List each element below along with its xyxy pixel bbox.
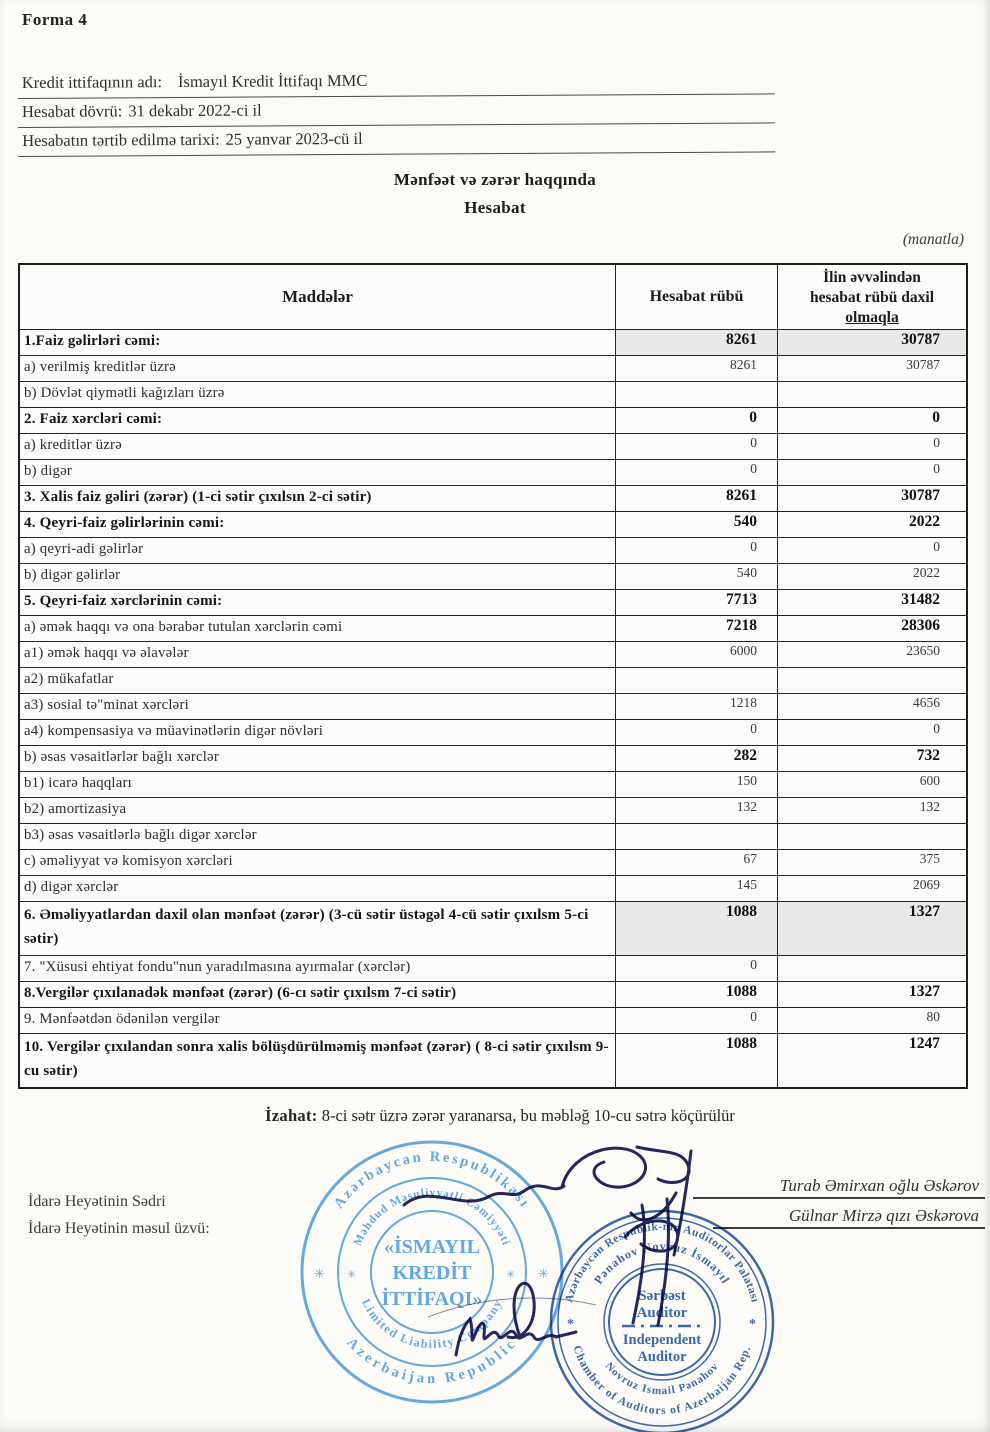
field-label: Hesabat dövrü: (21, 101, 123, 121)
row-label: a) verilmiş kreditlər üzrə (24, 359, 176, 376)
stamp-text-inner-top: Məhdud Məsuliyyətli Cəmiyyəti (351, 1186, 512, 1248)
footnote-label: İzahat: (265, 1106, 318, 1125)
signature-stroke (562, 1148, 646, 1187)
row-value-ytd (777, 382, 966, 407)
row-value-quarter: 0 (615, 434, 777, 459)
row-value-ytd: 732 (777, 746, 966, 771)
column-header-quarter: Hesabat rübü (615, 265, 777, 329)
row-value-quarter: 8261 (615, 330, 777, 355)
stamp-text-outer-top: Azərbaycan Respublikası (330, 1148, 534, 1212)
table-row (20, 981, 966, 1007)
row-value-ytd (777, 668, 966, 693)
row-label: b1) icarə haqqları (24, 775, 132, 792)
row-label: 7. "Xüsusi ehtiyat fondu"nun yaradılmasına ayırmalar (xərclər) (24, 959, 411, 976)
table-row (20, 563, 966, 589)
row-value-quarter: 0 (615, 720, 777, 745)
row-value-ytd: 1327 (777, 982, 966, 1007)
footnote-text: 8-ci sətr üzrə zərər yaranarsa, bu məbləğ 10-cu sətrə köçürülür (317, 1106, 735, 1125)
row-label: 3. Xalis faiz gəliri (zərər) (1-ci sətir çıxılsın 2-ci sətir) (24, 488, 372, 505)
table-row (20, 511, 966, 537)
row-label: a1) əmək haqqı və əlavələr (24, 645, 189, 662)
row-label: b) digər (24, 463, 73, 480)
row-label: b) Dövlət qiymətli kağızları üzrə (24, 385, 225, 402)
row-value-quarter: 8261 (615, 356, 777, 381)
row-value-quarter (615, 668, 777, 693)
table-row (20, 693, 966, 719)
signature-stroke (658, 1199, 669, 1325)
stamp-text-ring2-top: Pənahov Novruz İsmayıl (591, 1238, 734, 1287)
row-value-ytd: 2069 (777, 876, 966, 901)
row-value-ytd: 375 (777, 850, 966, 875)
profit-loss-table (18, 263, 968, 1089)
stamp-center-line3: İTTİFAQI» (381, 1288, 483, 1310)
table-row (20, 589, 966, 615)
row-label: b) əsas vəsaitlərlər bağlı xərclər (24, 749, 219, 766)
row-value-ytd: 28306 (777, 616, 966, 641)
row-value-quarter: 132 (615, 798, 777, 823)
stamp-center-line2: KREDİT (392, 1262, 472, 1284)
svg-text:Novruz Ismail Pənahov (603, 1360, 722, 1397)
handwritten-signatures (390, 1125, 730, 1365)
row-value-quarter: 7713 (615, 590, 777, 615)
stamp-text-outer-bottom: Azerbaijan Republic (343, 1334, 521, 1388)
row-label: 2. Faiz xərcləri cəmi: (24, 410, 163, 427)
row-value-quarter: 0 (615, 408, 777, 433)
row-value-quarter: 540 (615, 512, 777, 537)
stamp-center-line2: Auditor (636, 1305, 688, 1321)
stamp-asterisk-icon: * (749, 1317, 756, 1332)
stamp-text-outer-bottom: Chamber of Auditors of Azerbaijan Rep. (570, 1344, 754, 1418)
field-label: Hesabatın tərtib edilmə tarixi: (22, 129, 220, 150)
table-row (20, 641, 966, 667)
report-title-line2: Hesabat (464, 198, 526, 218)
column-header-ytd-line2: hesabat rübü daxil (809, 288, 935, 306)
row-label: a3) sosial tə"minat xərcləri (24, 697, 189, 714)
stamp-asterisk-icon: ✳ (347, 1269, 357, 1281)
stamp-center-line1: Sərbəst (638, 1288, 686, 1304)
table-row (20, 459, 966, 485)
row-value-ytd: 31482 (777, 590, 966, 615)
stamp-asterisk-icon: ✳ (506, 1269, 516, 1281)
stamp-center-line4: Auditor (637, 1349, 687, 1365)
column-header-ytd-line3: olmaqla (845, 309, 899, 327)
report-title-line1: Mənfəət və zərər haqqında (393, 170, 597, 189)
field-prepared-date (18, 123, 775, 157)
row-value-ytd: 1247 (777, 1034, 966, 1087)
row-label: b3) əsas vəsaitlərlə bağlı digər xərclər (24, 827, 257, 844)
table-row (20, 433, 966, 459)
field-value: 31 dekabr 2022-ci il (128, 100, 262, 121)
stamp-asterisk-icon: * (567, 1317, 574, 1332)
row-label: 5. Qeyri-faiz xərclərinin cəmi: (24, 592, 223, 609)
table-row (20, 615, 966, 641)
column-header-ytd (777, 265, 966, 329)
row-value-ytd: 132 (777, 798, 966, 823)
table-row (20, 797, 966, 823)
signature-titles (28, 1188, 210, 1242)
field-label: Kredit ittifaqının adı: (21, 72, 163, 92)
row-value-quarter: 282 (615, 746, 777, 771)
row-label: b2) amortizasiya (24, 801, 127, 818)
row-label: 6. Əməliyyatlardan daxil olan mənfəət (zərər) (3-cü sətir üstəgəl 4-cü sətir çıxılsm 5-ci sətir) (24, 907, 589, 947)
stamp-text-inner-bottom: Limited Liability Company (359, 1296, 505, 1352)
row-label: 1.Faiz gəlirləri cəmi: (24, 332, 161, 349)
stamp-center-line1: «İSMAYIL (384, 1236, 480, 1258)
row-value-quarter: 1088 (615, 1034, 777, 1087)
row-value-ytd: 30787 (777, 356, 966, 381)
footnote (100, 1106, 900, 1126)
row-value-quarter: 150 (615, 772, 777, 797)
row-value-quarter: 1088 (615, 982, 777, 1007)
row-label: c) əməliyyat və komisyon xərcləri (24, 853, 233, 870)
column-header-ytd-line1: İlin əvvəlindən (823, 268, 921, 286)
row-value-ytd: 4656 (777, 694, 966, 719)
row-value-quarter: 0 (615, 956, 777, 981)
row-value-quarter: 0 (615, 460, 777, 485)
row-label: 4. Qeyri-faiz gəlirlərinin cəmi: (24, 514, 225, 531)
row-value-ytd: 30787 (777, 330, 966, 355)
row-label: b) digər gəlirlər (24, 567, 121, 584)
row-value-quarter (615, 382, 777, 407)
table-row (20, 381, 966, 407)
stamp-text-ring2-bottom: Novruz Ismail Pənahov (602, 1360, 722, 1398)
table-row (20, 355, 966, 381)
row-value-quarter: 8261 (615, 486, 777, 511)
row-value-quarter: 540 (615, 564, 777, 589)
table-row (20, 875, 966, 901)
table-row (20, 771, 966, 797)
table-row (20, 329, 966, 355)
table-row (20, 485, 966, 511)
row-value-ytd: 1327 (777, 902, 966, 955)
row-value-ytd: 0 (777, 720, 966, 745)
stamp-text-outer-top: Azərbaycan Respublik-nın Auditorlar Palatası (563, 1220, 761, 1304)
row-label: a2) mükafatlar (24, 671, 114, 688)
table-row (20, 955, 966, 981)
signature-title-chairman: İdarə Heyətinin Sədri (28, 1193, 166, 1210)
row-label: d) digər xərclər (24, 879, 119, 896)
field-credit-union-name (18, 65, 775, 99)
field-value: İsmayıl Kredit İttifaqı MMC (177, 70, 368, 92)
signature-stroke (508, 1283, 534, 1337)
table-row (20, 901, 966, 955)
row-label: a) kreditlər üzrə (24, 437, 122, 454)
report-title (0, 166, 990, 222)
table-row (20, 667, 966, 693)
signer-name-1: Turab Əmirxan oğlu Əskərov (693, 1176, 985, 1199)
table-row (20, 407, 966, 433)
row-value-ytd: 2022 (777, 512, 966, 537)
table-header-row (20, 265, 966, 329)
table-row (20, 537, 966, 563)
row-value-ytd (777, 824, 966, 849)
header-fields (18, 65, 776, 157)
currency-note: (manatla) (902, 231, 964, 248)
row-value-ytd: 30787 (777, 486, 966, 511)
row-label: a) əmək haqqı və ona bərabər tutulan xərclərin cəmi (24, 619, 343, 636)
field-value: 25 yanvar 2023-cü il (225, 128, 363, 149)
signature-hairline (428, 1298, 596, 1317)
row-label: a) qeyri-adi gəlirlər (24, 541, 144, 558)
row-label: a4) kompensasiya və müavinətlərin digər növləri (24, 723, 324, 740)
column-header-items: Maddələr (282, 287, 353, 306)
stamp-asterisk-icon: ✳ (538, 1266, 549, 1281)
form-label: Forma 4 (22, 10, 88, 29)
row-value-quarter: 1088 (615, 902, 777, 955)
row-value-ytd: 80 (777, 1008, 966, 1033)
row-value-ytd (777, 956, 966, 981)
signature-title-member: İdarə Heyətinin məsul üzvü: (28, 1220, 210, 1238)
row-value-quarter (615, 824, 777, 849)
table-row (20, 745, 966, 771)
row-label: 9. Mənfəətdən ödənilən vergilər (24, 1011, 220, 1028)
table-row (20, 1033, 966, 1087)
row-value-ytd: 0 (777, 460, 966, 485)
stamp-center-line3: Independent (622, 1332, 702, 1348)
row-value-quarter: 6000 (615, 642, 777, 667)
table-body (20, 329, 966, 1087)
row-value-quarter: 0 (615, 538, 777, 563)
signature-stroke (404, 1186, 564, 1205)
row-value-quarter: 1218 (615, 694, 777, 719)
row-value-ytd: 0 (777, 538, 966, 563)
row-label: 10. Vergilər çıxılandan sonra xalis bölüşdürülməmiş mənfəət (zərər) ( 8-ci sətir çıxılsm 9-cu sətir) (24, 1039, 609, 1079)
table-row (20, 823, 966, 849)
row-value-ytd: 0 (777, 434, 966, 459)
row-value-quarter: 0 (615, 1008, 777, 1033)
table-row (20, 1007, 966, 1033)
table-row (20, 719, 966, 745)
row-value-ytd: 23650 (777, 642, 966, 667)
row-value-ytd: 0 (777, 408, 966, 433)
field-report-period (18, 94, 775, 128)
signer-name-2: Gülnar Mirzə qızı Əskərova (713, 1206, 985, 1229)
row-value-quarter: 7218 (615, 616, 777, 641)
stamp-asterisk-icon: ✳ (314, 1266, 325, 1281)
row-value-ytd: 600 (777, 772, 966, 797)
row-value-quarter: 145 (615, 876, 777, 901)
row-value-ytd: 2022 (777, 564, 966, 589)
row-value-quarter: 67 (615, 850, 777, 875)
row-label: 8.Vergilər çıxılanadək mənfəət (zərər) (6-cı sətir çıxılsm 7-ci sətir) (24, 984, 457, 1001)
table-row (20, 849, 966, 875)
